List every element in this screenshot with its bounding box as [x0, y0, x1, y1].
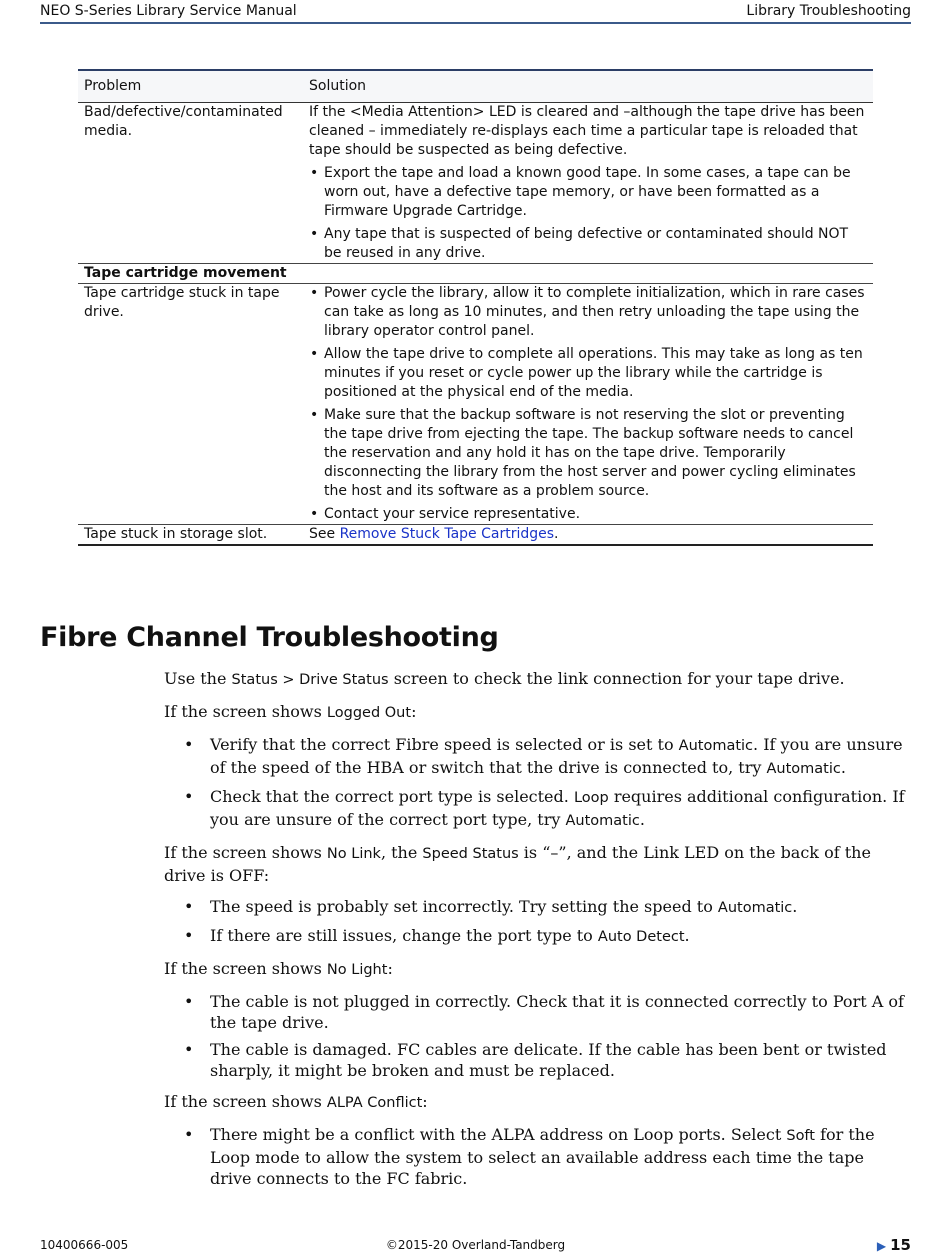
list-item — [164, 734, 910, 780]
text: is “–”, and the Link LED on the back of the drive is OFF: — [164, 843, 871, 885]
page-number — [877, 1236, 911, 1254]
solution-bullet: • Allow the tape drive to complete all operations. This may take as long as ten minutes if you reset or cycle power up the library while the cartridge is positioned at the physical end of the media. — [309, 345, 867, 402]
text: : — [422, 1092, 428, 1111]
header-chapter-title: Library Troubleshooting — [746, 3, 911, 19]
list-item — [164, 896, 910, 919]
text: If the screen shows — [164, 702, 322, 721]
fc-body — [164, 668, 910, 1199]
text: , the — [380, 843, 418, 862]
problem-cell: Bad/defective/contaminated media. — [84, 104, 283, 139]
problem-cell: Tape cartridge stuck in tape drive. — [84, 285, 280, 320]
text: . — [639, 810, 645, 829]
ui-term: Automatic — [565, 813, 640, 829]
period: . — [554, 526, 559, 542]
section-label: Tape cartridge movement — [84, 265, 287, 281]
ui-term: Soft — [786, 1128, 815, 1144]
text: for the Loop mode to allow the system to select an available address each time the tape drive connects to the FC fabric. — [210, 1125, 875, 1188]
solution-cell — [303, 525, 873, 546]
text: Verify that the correct Fibre speed is selected or is set to — [210, 735, 674, 754]
ui-term: Status > Drive Status — [231, 672, 389, 688]
text: The speed is probably set incorrectly. Try setting the speed to — [210, 897, 713, 916]
bullet-list — [164, 896, 910, 948]
ui-term: Auto Detect — [597, 929, 685, 945]
col-header-problem: Problem — [78, 70, 303, 103]
page-footer — [40, 1236, 911, 1256]
table-header-row — [78, 70, 873, 103]
ui-term: Automatic — [717, 900, 793, 916]
list-item: • The cable is not plugged in correctly. Check that it is connected correctly to Port A of the tape drive. — [164, 991, 910, 1033]
ui-term: Automatic — [766, 761, 841, 777]
triangle-right-icon: ▶ — [876, 1239, 887, 1253]
ui-term: Speed Status — [422, 846, 519, 862]
ui-term: Logged Out — [326, 705, 412, 721]
solution-bullet: • Make sure that the backup software is not reserving the slot or preventing the tape drive from ejecting the tape. The backup software needs to cancel the reservation and any hold it has on the tape drive. Temporarily disconnecting the library from the host server and power cycling eliminates the host and its software as a problem source. — [309, 406, 867, 501]
table-row — [78, 103, 873, 264]
text: . — [792, 897, 798, 916]
section-title: Fibre Channel Troubleshooting — [40, 622, 499, 653]
text: There might be a conflict with the ALPA address on Loop ports. Select — [210, 1125, 782, 1144]
text: screen to check the link connection for your tape drive. — [393, 669, 845, 688]
ui-term: ALPA Conflict — [326, 1095, 423, 1111]
see-text: See — [309, 526, 336, 542]
paragraph — [164, 1091, 910, 1114]
text: : — [411, 702, 417, 721]
text: . — [840, 758, 846, 777]
text: requires additional configuration. If you are unsure of the correct port type, try — [210, 787, 905, 829]
document-number: 10400666-005 — [40, 1238, 129, 1252]
solution-intro: If the <Media Attention> LED is cleared and –although the tape drive has been cleaned – immediately re-displays each time a particular tape is reloaded that tape should be suspected as being defective. — [309, 104, 865, 158]
page-number-value: 15 — [890, 1236, 911, 1254]
solution-cell — [303, 103, 873, 264]
bullet-list — [164, 991, 910, 1081]
copyright: ©2015-20 Overland-Tandberg — [385, 1238, 566, 1252]
header-manual-title: NEO S-Series Library Service Manual — [40, 3, 297, 19]
solution-bullet: • Contact your service representative. — [309, 505, 867, 524]
text: Check that the correct port type is selected. — [210, 787, 569, 806]
ui-term: Loop — [573, 790, 609, 806]
ui-term: No Link — [326, 846, 381, 862]
text: Use the — [164, 669, 227, 688]
bullet-list — [164, 1124, 910, 1189]
solution-cell — [303, 284, 873, 525]
text: If the screen shows — [164, 843, 322, 862]
ui-term: Automatic — [678, 738, 754, 754]
text: : — [387, 959, 393, 978]
text: . — [684, 926, 690, 945]
solution-bullet: • Power cycle the library, allow it to complete initialization, which in rare cases can take as long as 10 minutes, and then retry unloading the tape using the library operator control panel. — [309, 284, 867, 341]
list-item — [164, 786, 910, 832]
paragraph — [164, 668, 910, 691]
solution-bullet: • Any tape that is suspected of being defective or contaminated should NOT be reused in any drive. — [309, 225, 867, 263]
ui-term: No Light — [326, 962, 388, 978]
table-row — [78, 284, 873, 525]
text: . If you are unsure of the speed of the HBA or switch that the drive is connected to, try — [210, 735, 903, 777]
paragraph — [164, 958, 910, 981]
paragraph — [164, 701, 910, 724]
problem-cell: Tape stuck in storage slot. — [84, 526, 268, 542]
paragraph — [164, 842, 910, 886]
page-header — [40, 2, 911, 24]
table-section-row — [78, 264, 873, 284]
table-row — [78, 525, 873, 546]
bullet-list — [164, 734, 910, 832]
list-item: • The cable is damaged. FC cables are delicate. If the cable has been bent or twisted sharply, it might be broken and must be replaced. — [164, 1039, 910, 1081]
text: If there are still issues, change the port type to — [210, 926, 593, 945]
troubleshooting-table — [78, 69, 873, 546]
text: If the screen shows — [164, 1092, 322, 1111]
solution-bullet: • Export the tape and load a known good tape. In some cases, a tape can be worn out, have a defective tape memory, or have been formatted as a Firmware Upgrade Cartridge. — [309, 164, 867, 221]
col-header-solution: Solution — [303, 70, 873, 103]
remove-stuck-tape-link[interactable]: Remove Stuck Tape Cartridges — [339, 526, 555, 542]
text: If the screen shows — [164, 959, 322, 978]
list-item — [164, 925, 910, 948]
list-item — [164, 1124, 910, 1189]
